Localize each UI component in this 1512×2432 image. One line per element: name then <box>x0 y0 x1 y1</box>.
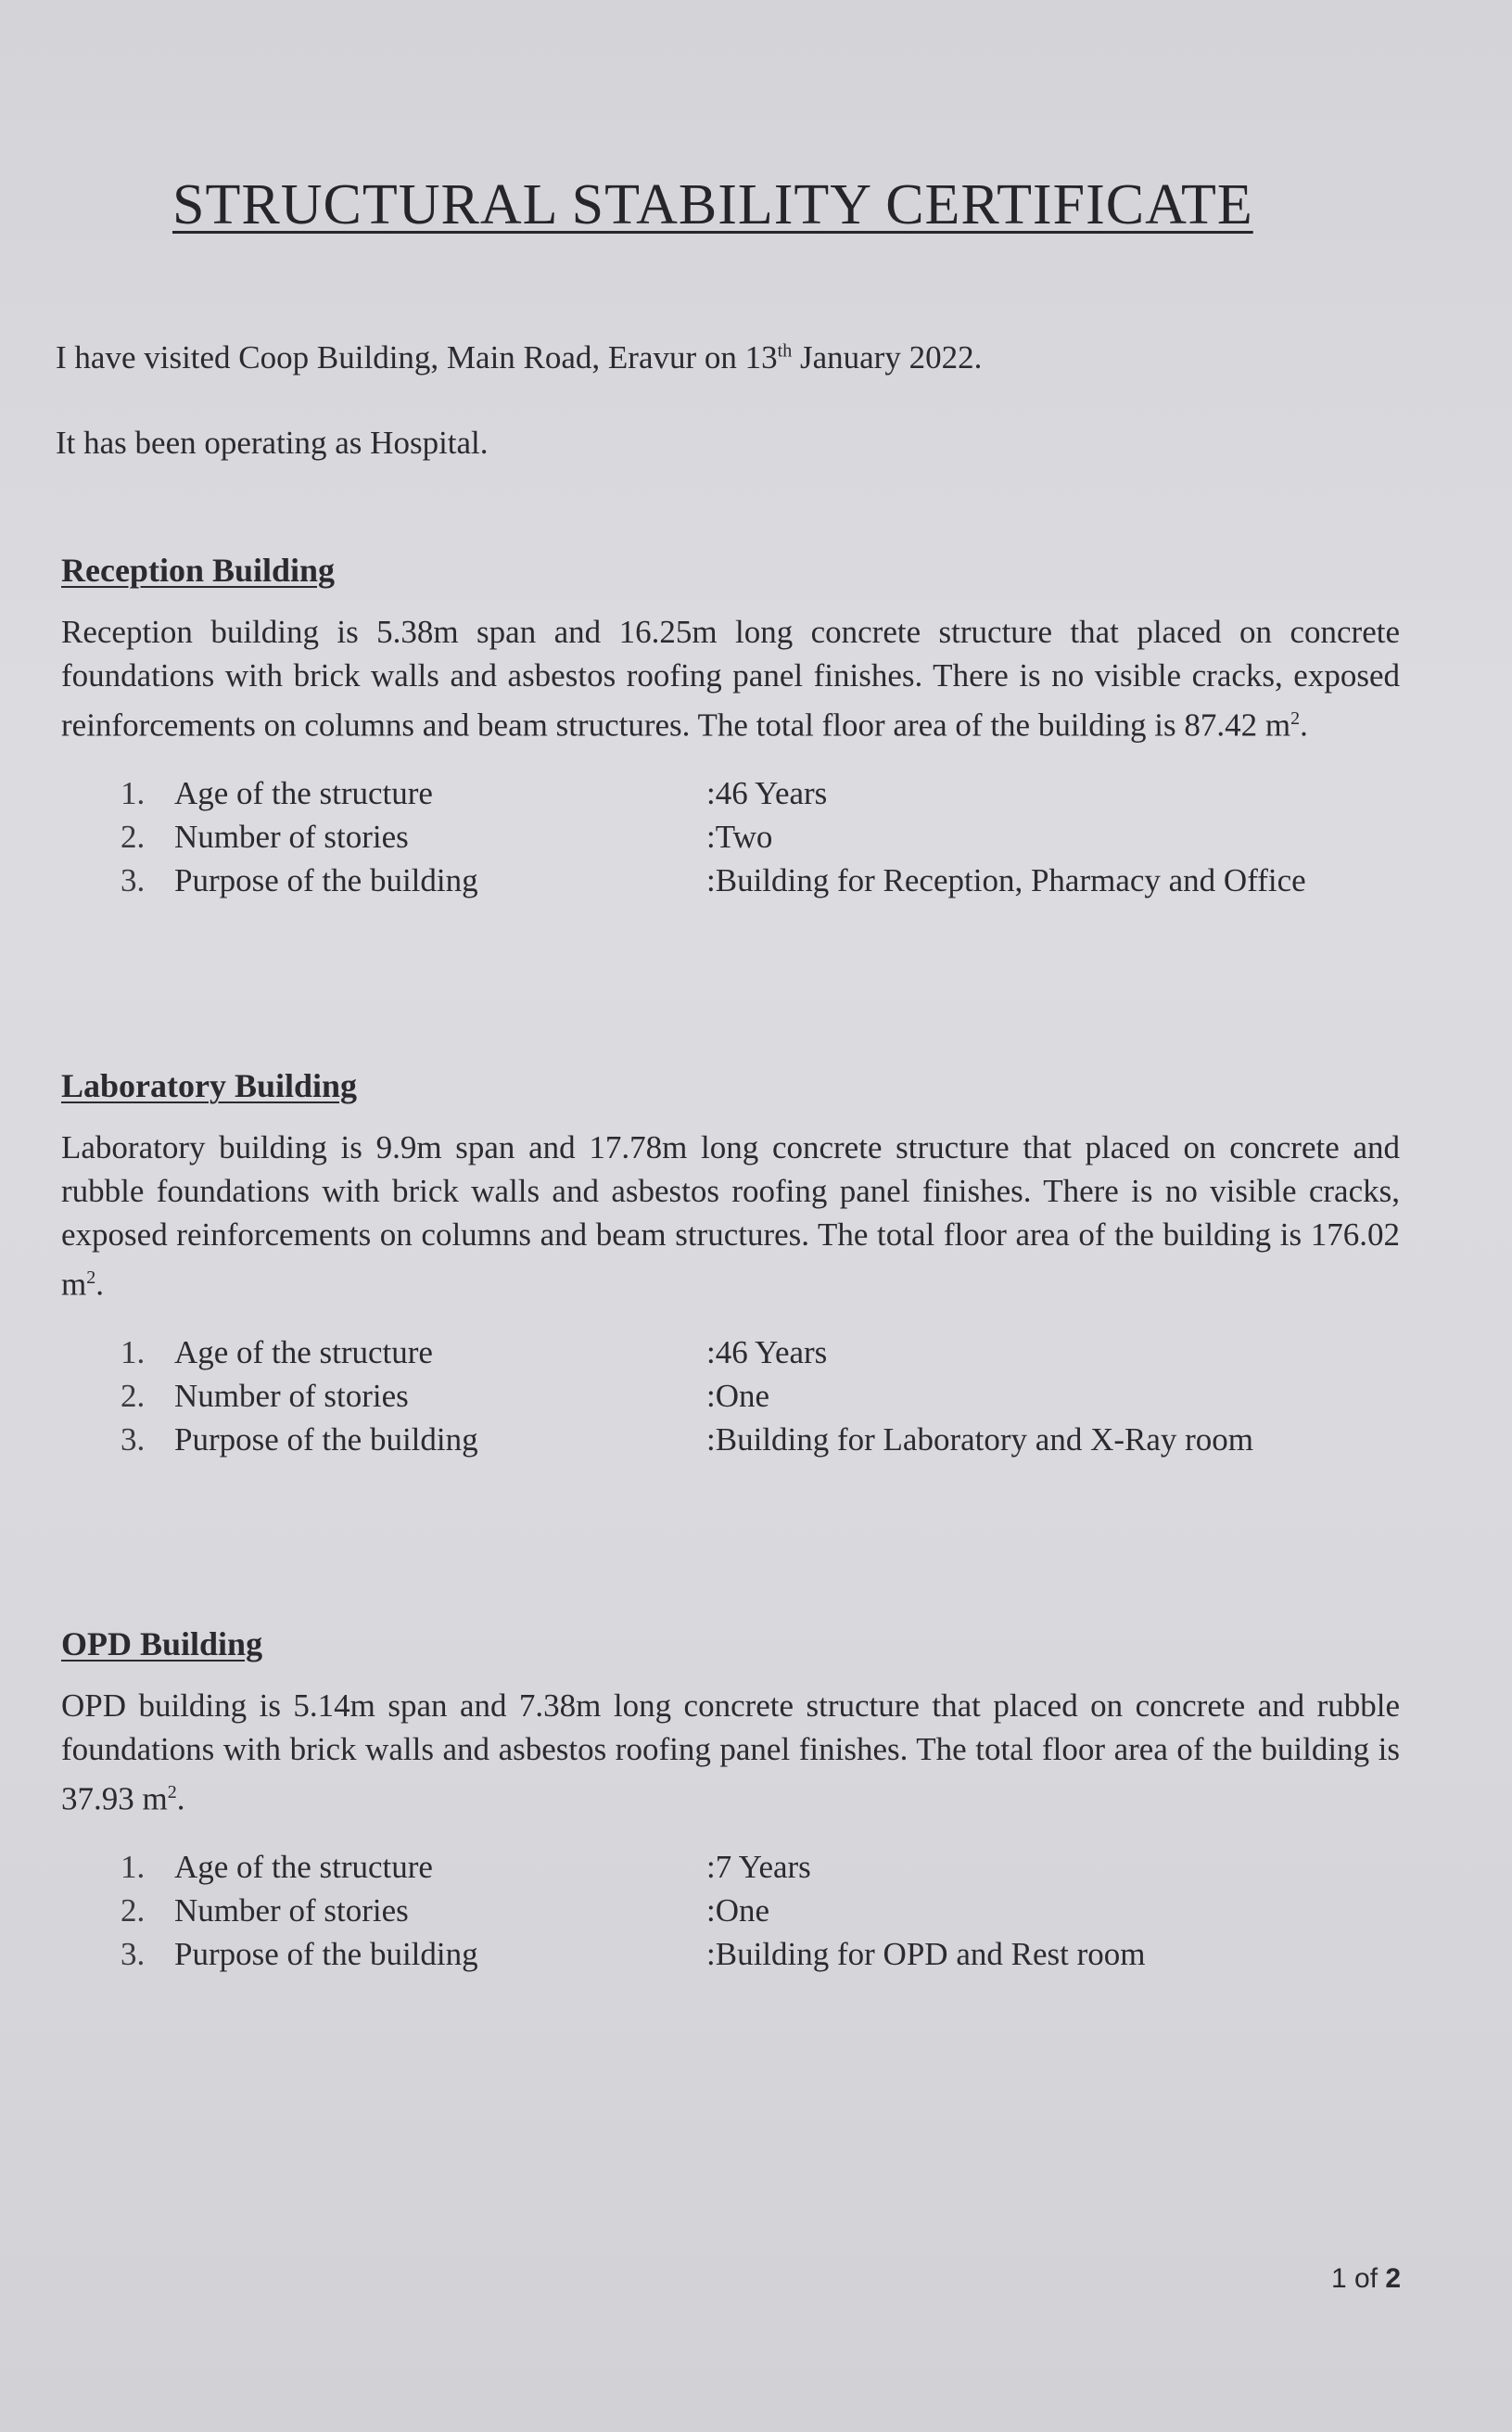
item-value: :Building for Laboratory and X-Ray room <box>706 1420 1254 1458</box>
page-number <box>1331 2263 1401 2295</box>
details-list <box>121 1331 1400 1461</box>
list-item <box>121 1374 1400 1418</box>
visit-day-suffix: th <box>777 340 793 362</box>
item-label: Number of stories <box>174 818 409 855</box>
area-unit-superscript: 2 <box>167 1782 177 1802</box>
visit-text-end: January 2022. <box>792 339 983 376</box>
section-description-text: Laboratory building is 9.9m span and 17.78m long concrete structure that placed on concrete and rubble foundations with brick walls and asbestos roofing panel finishes. There is no visible cracks, exposed reinforcements on columns and beam structures. The total floor area of the building is 176.02 m <box>61 1129 1400 1303</box>
item-value: :Building for OPD and Rest room <box>706 1935 1146 1972</box>
item-label: Age of the structure <box>174 1848 433 1885</box>
item-value: :Building for Reception, Pharmacy and Office <box>706 861 1306 898</box>
section-heading: OPD Building <box>61 1625 263 1662</box>
operation-statement: It has been operating as Hospital. <box>56 425 489 461</box>
section-heading: Reception Building <box>61 552 336 589</box>
list-item <box>121 1331 1400 1374</box>
list-item <box>121 1845 1400 1889</box>
details-list <box>121 771 1400 902</box>
list-item <box>121 1932 1400 1976</box>
item-number: 3. <box>121 1935 146 1972</box>
item-number: 2. <box>121 1891 146 1929</box>
section-opd-building <box>61 1624 1400 1976</box>
section-reception-building <box>61 551 1400 902</box>
page-current: 1 <box>1331 2263 1347 2294</box>
section-description-end: . <box>95 1266 104 1303</box>
item-value: :Two <box>706 818 773 855</box>
item-number: 2. <box>121 818 146 855</box>
details-list <box>121 1845 1400 1976</box>
item-value: :One <box>706 1891 770 1929</box>
page-total: 2 <box>1385 2263 1402 2294</box>
item-value: :46 Years <box>706 1333 828 1370</box>
item-value: :7 Years <box>706 1848 811 1885</box>
item-number: 1. <box>121 1333 146 1370</box>
item-label: Number of stories <box>174 1377 409 1414</box>
item-label: Purpose of the building <box>174 861 478 898</box>
item-number: 1. <box>121 1848 146 1885</box>
section-description-text: Reception building is 5.38m span and 16.25m long concrete structure that placed on concrete foundations with brick walls and asbestos roofing panel finishes. There is no visible cracks, exposed reinforcements on columns and beam structures. The total floor area of the building is 87.42 m <box>61 614 1400 744</box>
item-value: :46 Years <box>706 774 828 811</box>
list-item <box>121 815 1400 859</box>
list-item <box>121 771 1400 815</box>
item-value: :One <box>706 1377 770 1414</box>
item-number: 2. <box>121 1377 146 1414</box>
list-item <box>121 859 1400 902</box>
section-description <box>61 1126 1400 1306</box>
visit-statement <box>56 339 982 376</box>
item-label: Age of the structure <box>174 774 433 811</box>
item-number: 3. <box>121 861 146 898</box>
section-description <box>61 610 1400 747</box>
area-unit-superscript: 2 <box>86 1267 96 1288</box>
item-label: Number of stories <box>174 1891 409 1929</box>
list-item <box>121 1418 1400 1461</box>
visit-text: I have visited Coop Building, Main Road, Eravur on 13 <box>56 339 778 376</box>
section-description-end: . <box>176 1780 185 1817</box>
section-description-text: OPD building is 5.14m span and 7.38m long concrete structure that placed on concrete and rubble foundations with brick walls and asbestos roofing panel finishes. The total floor area of the building is 37.93 m <box>61 1687 1400 1817</box>
section-description-end: . <box>1300 707 1308 744</box>
page-separator: of <box>1346 2263 1386 2294</box>
section-heading: Laboratory Building <box>61 1067 358 1104</box>
document-title: STRUCTURAL STABILITY CERTIFICATE <box>172 173 1253 236</box>
item-number: 3. <box>121 1420 146 1458</box>
item-label: Age of the structure <box>174 1333 433 1370</box>
item-number: 1. <box>121 774 146 811</box>
area-unit-superscript: 2 <box>1290 708 1301 729</box>
section-description <box>61 1684 1400 1821</box>
section-laboratory-building <box>61 1066 1400 1461</box>
item-label: Purpose of the building <box>174 1420 478 1458</box>
item-label: Purpose of the building <box>174 1935 478 1972</box>
list-item <box>121 1889 1400 1932</box>
